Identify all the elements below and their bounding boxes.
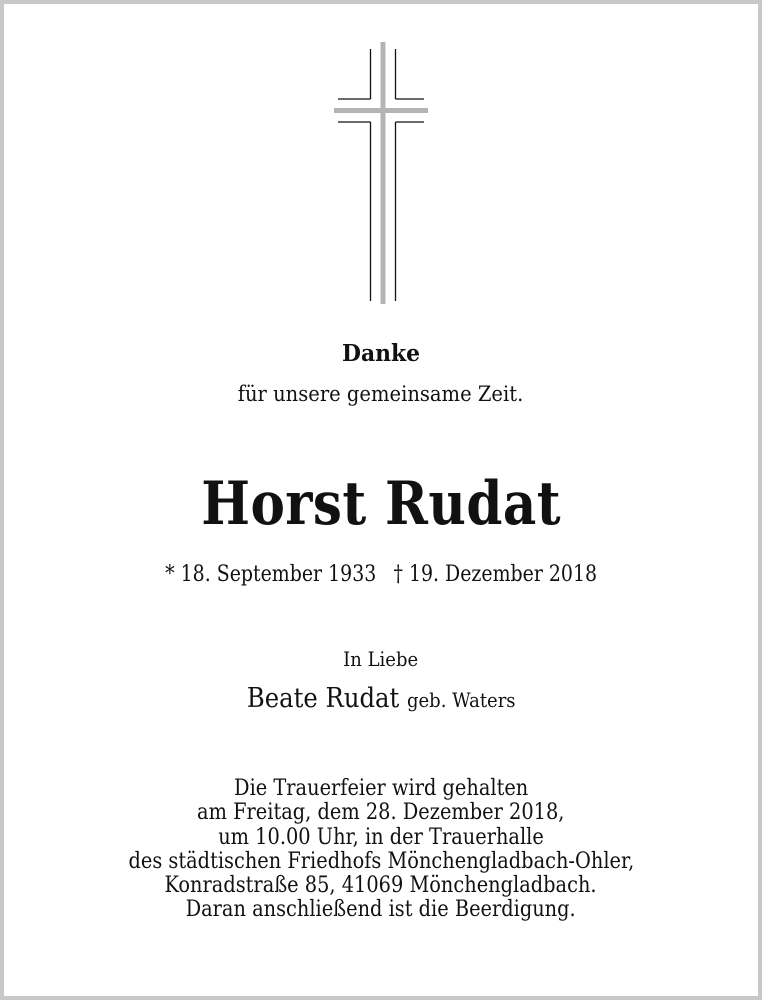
mourner-line-inner	[247, 685, 516, 712]
mourners-intro	[4, 649, 758, 669]
ceremony-line-text: um 10.00 Uhr, in der Trauerhalle	[218, 824, 544, 850]
ceremony-line-text: Daran anschließend ist die Beerdigung.	[185, 897, 577, 923]
ceremony-line	[4, 826, 758, 850]
ceremony-line-text: am Freitag, dem 28. Dezember 2018,	[197, 800, 565, 826]
mourner-name: Beate Rudat	[246, 683, 400, 714]
greeting-title-text: Danke	[341, 340, 421, 367]
ceremony-details	[4, 777, 758, 923]
ceremony-line-text: des städtischen Friedhofs Mönchengladbach-Ohler,	[128, 848, 634, 874]
ceremony-line	[4, 898, 758, 922]
deceased-name	[4, 469, 758, 539]
ceremony-line	[4, 850, 758, 874]
ceremony-line-text: Die Trauerfeier wird gehalten	[233, 776, 529, 801]
birth-symbol: *	[165, 562, 175, 587]
birth-date: 18. September 1933	[180, 562, 377, 587]
cross-icon	[334, 42, 428, 304]
obituary-notice	[4, 4, 758, 996]
ceremony-line	[4, 777, 758, 801]
greeting-subtitle-text: für unsere gemeinsame Zeit.	[238, 382, 524, 406]
ceremony-line	[4, 874, 758, 898]
ceremony-line-text: Konradstraße 85, 41069 Mönchengladbach.	[164, 873, 598, 899]
mourner-line	[4, 685, 758, 712]
death-date: 19. Dezember 2018	[408, 562, 597, 587]
deceased-name-text: Horst Rudat	[201, 469, 561, 539]
death-symbol: †	[393, 562, 403, 587]
mourner-maiden-name: geb. Waters	[406, 688, 516, 712]
life-dates-inner	[165, 564, 597, 586]
mourners-intro-text: In Liebe	[343, 647, 419, 671]
greeting-title	[4, 342, 758, 365]
life-dates	[4, 564, 758, 586]
ceremony-line	[4, 801, 758, 825]
greeting-subtitle	[4, 384, 758, 405]
